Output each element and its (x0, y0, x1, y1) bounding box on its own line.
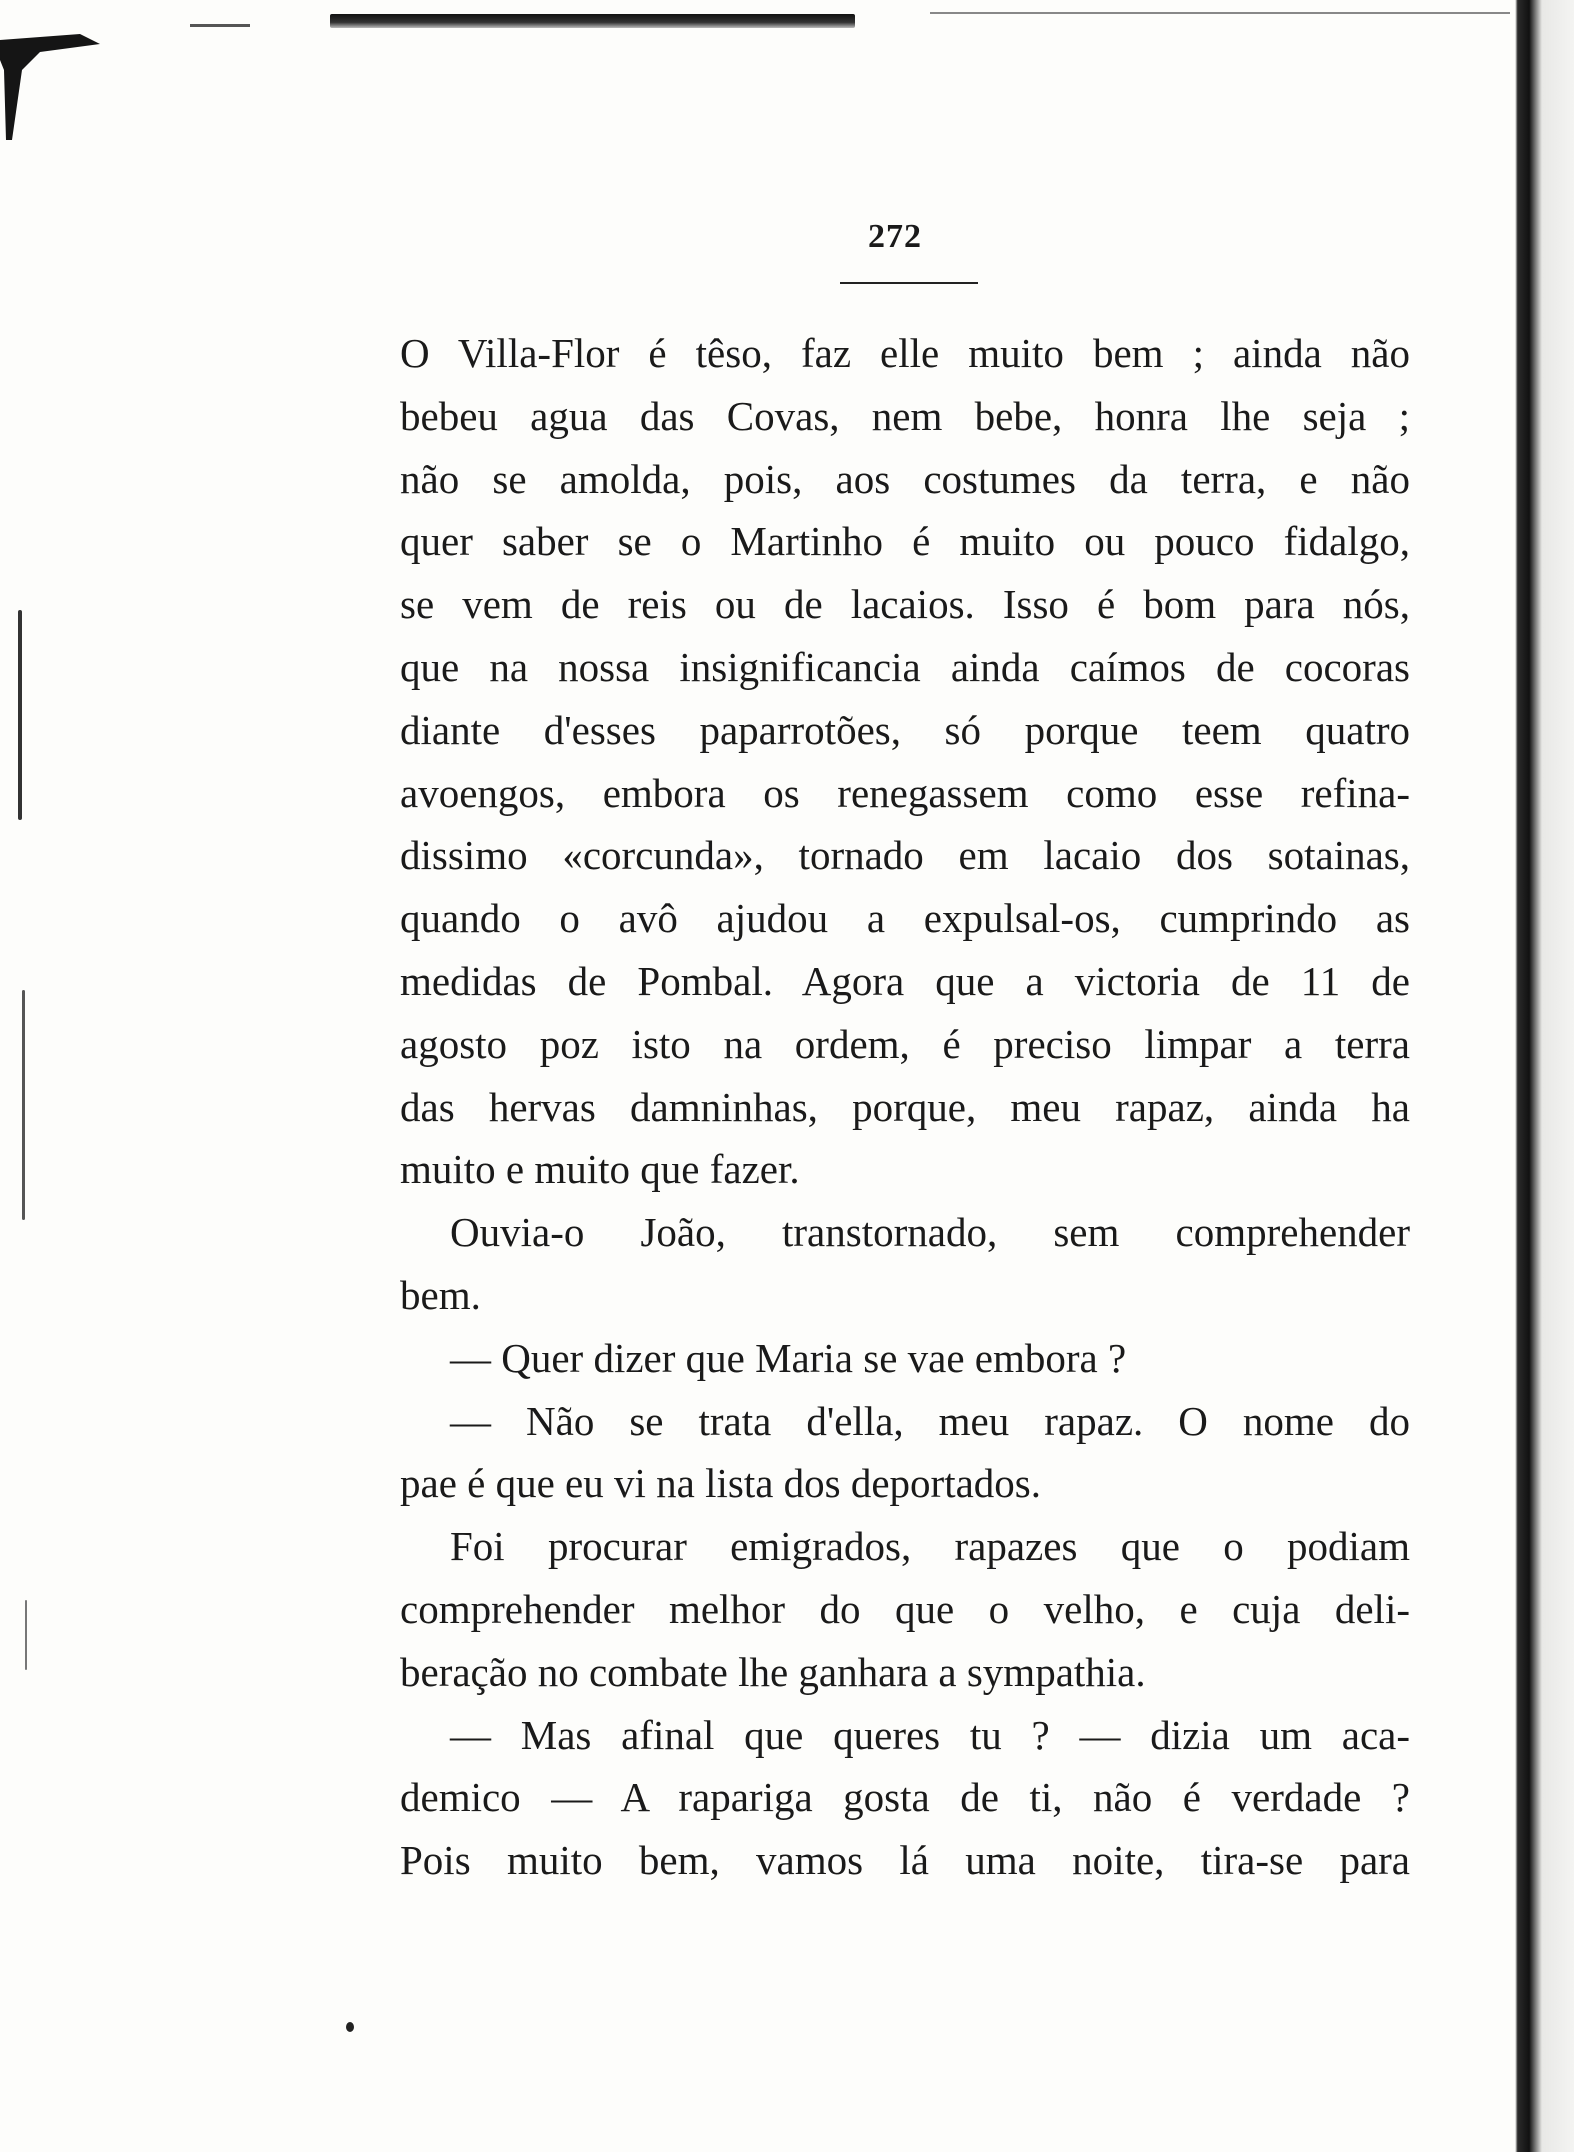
text-line: dissimo «corcunda», tornado em lacaio dos sotainas, (400, 832, 1410, 879)
text-line: muito e muito que fazer. (400, 1146, 800, 1193)
text-line: — Mas afinal que queres tu ? — dizia um aca- (450, 1711, 1410, 1758)
text-line: diante d'esses paparrotões, só porque teem quatro (400, 706, 1410, 753)
scan-edge-right (1510, 0, 1574, 2152)
text-line: que na nossa insignificancia ainda caímos de cocoras (400, 643, 1410, 690)
scan-edge-top-thin (190, 24, 250, 27)
text-line: — Não se trata d'ella, meu rapaz. O nome do (450, 1397, 1410, 1444)
scan-speck (346, 2022, 354, 2032)
scan-scratch (25, 1600, 27, 1670)
text-line: Ouvia-o João, transtornado, sem comprehender (450, 1209, 1410, 1256)
text-line: quer saber se o Martinho é muito ou pouco fidalgo, (400, 518, 1410, 565)
text-line: não se amolda, pois, aos costumes da terra, e não (400, 455, 1410, 502)
body-text (400, 322, 1410, 1892)
text-line: comprehender melhor do que o velho, e cuja deli- (400, 1585, 1410, 1632)
text-line: bebeu agua das Covas, nem bebe, honra lhe seja ; (400, 392, 1410, 439)
text-line: das hervas damninhas, porque, meu rapaz, ainda ha (400, 1083, 1410, 1130)
text-line: beração no combate lhe ganhara a sympathia. (400, 1648, 1146, 1695)
text-line: medidas de Pombal. Agora que a victoria de 11 de (400, 957, 1410, 1004)
text-line: se vem de reis ou de lacaios. Isso é bom para nós, (400, 581, 1410, 628)
page-number: 272 (868, 218, 922, 255)
text-line: pae é que eu vi na lista dos deportados. (400, 1460, 1042, 1507)
scan-corner-mark (0, 30, 100, 140)
text-line: avoengos, embora os renegassem como esse refina- (400, 769, 1410, 816)
text-line: Pois muito bem, vamos lá uma noite, tira-se para (400, 1837, 1410, 1884)
text-line: Foi procurar emigrados, rapazes que o podiam (450, 1523, 1410, 1570)
text-line: quando o avô ajudou a expulsal-os, cumprindo as (400, 895, 1410, 942)
scan-edge-top-right (930, 12, 1510, 14)
text-line: agosto poz isto na ordem, é preciso limpar a terra (400, 1020, 1410, 1067)
scan-edge-top (330, 14, 855, 28)
scan-scratch (22, 990, 25, 1220)
text-line: demico — A rapariga gosta de ti, não é verdade ? (400, 1774, 1410, 1821)
page-number-rule (840, 282, 978, 284)
text-line: O Villa-Flor é têso, faz elle muito bem ; ainda não (400, 330, 1410, 376)
text-line: — Quer dizer que Maria se vae embora ? (450, 1334, 1127, 1381)
scan-scratch (18, 610, 22, 820)
text-line: bem. (400, 1271, 481, 1318)
